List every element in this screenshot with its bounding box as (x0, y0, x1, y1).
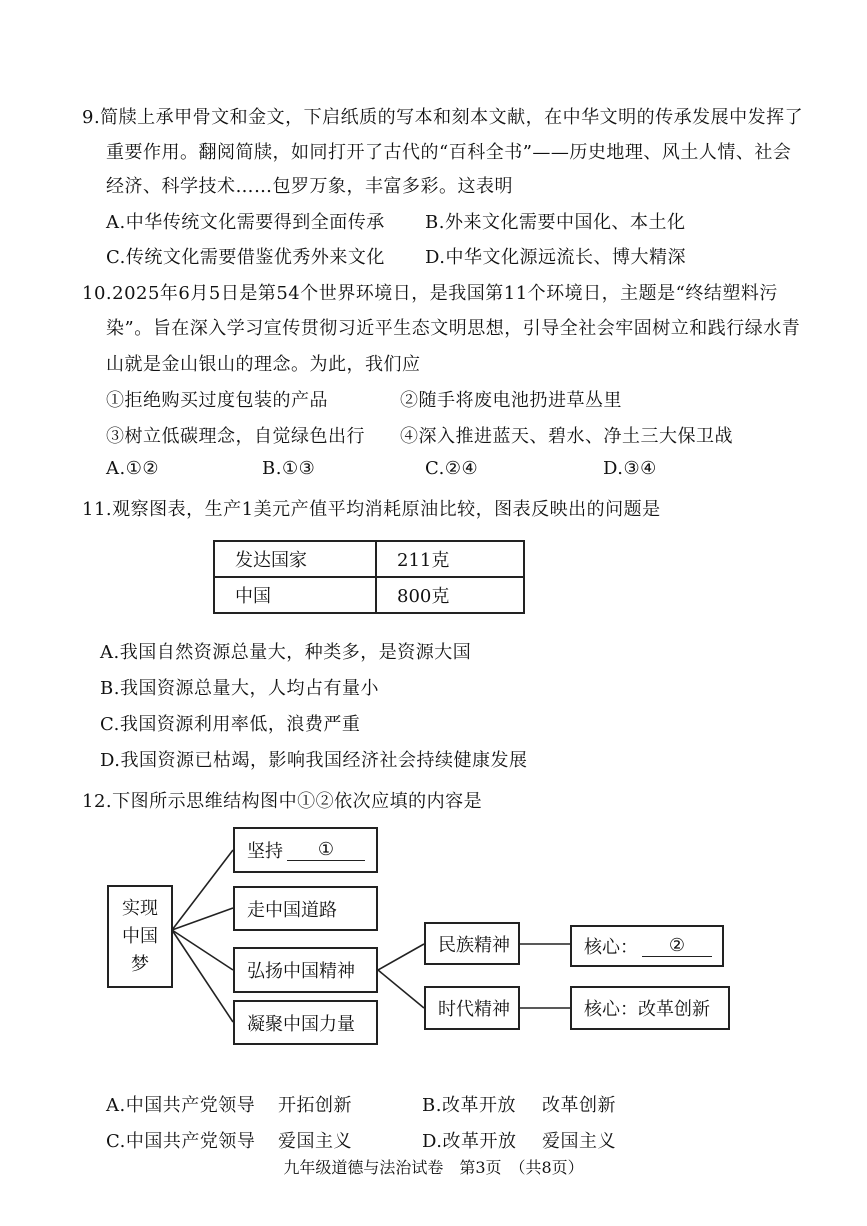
mindmap-core-1 (570, 925, 724, 967)
branch-4-label: 凝聚中国力量 (247, 1013, 355, 1035)
table-cell: 211克 (376, 541, 524, 577)
q10-stem-line2: 染”。旨在深入学习宣传贯彻习近平生态文明思想，引导全社会牢固树立和践行绿水青 (106, 318, 801, 339)
q10-option-d: D.③④ (603, 458, 657, 479)
option-d-part1: D.改革开放 (422, 1131, 517, 1152)
mindmap-sub-2 (424, 986, 520, 1030)
q12-stem: 12.下图所示思维结构图中①②依次应填的内容是 (82, 791, 483, 812)
option-b-part2: 改革创新 (542, 1095, 616, 1116)
q11-option-b: B.我国资源总量大，人均占有量小 (100, 678, 379, 699)
q10-item-2: ②随手将废电池扔进草丛里 (400, 390, 622, 411)
q10-item-4: ④深入推进蓝天、碧水、净土三大保卫战 (400, 426, 733, 447)
branch-3-label: 弘扬中国精神 (247, 961, 355, 982)
connector-line (172, 930, 233, 1022)
sub-2-label: 时代精神 (438, 999, 510, 1020)
q9-option-b: B.外来文化需要中国化、本土化 (425, 212, 686, 233)
q9-option-c: C.传统文化需要借鉴优秀外来文化 (106, 247, 385, 268)
branch-1-prefix: 坚持 (247, 841, 283, 862)
q11-option-c: C.我国资源利用率低，浪费严重 (100, 714, 361, 735)
blank-2: ② (642, 935, 712, 957)
table-cell: 发达国家 (214, 541, 376, 577)
q11-option-a: A.我国自然资源总量大，种类多，是资源大国 (100, 642, 472, 663)
mindmap-root-box (107, 885, 173, 988)
mindmap-branch-4 (233, 1000, 378, 1045)
q9-stem-line1: 9.简牍上承甲骨文和金文，下启纸质的写本和刻本文献，在中华文明的传承发展中发挥了 (82, 107, 804, 128)
q10-item-3: ③树立低碳理念，自觉绿色出行 (106, 426, 365, 447)
q10-option-a: A.①② (106, 458, 159, 479)
table-cell: 中国 (214, 577, 376, 613)
mindmap-sub-1 (424, 922, 520, 965)
q9-stem-line3: 经济、科学技术……包罗万象，丰富多彩。这表明 (106, 176, 513, 197)
q11-option-d: D.我国资源已枯竭，影响我国经济社会持续健康发展 (100, 750, 528, 771)
q9-option-a: A.中华传统文化需要得到全面传承 (106, 212, 385, 233)
root-line2: 中国 (122, 925, 158, 947)
sub-1-label: 民族精神 (438, 934, 510, 956)
q10-stem-line1: 10.2025年6月5日是第54个世界环境日，是我国第11个环境日，主题是“终结塑料污 (82, 283, 778, 304)
branch-2-label: 走中国道路 (247, 899, 337, 921)
option-a-part1: A.中国共产党领导 (106, 1095, 256, 1116)
option-d-part2: 爱国主义 (542, 1131, 616, 1152)
mindmap-core-2 (570, 986, 730, 1030)
q11-stem: 11.观察图表，生产1美元产值平均消耗原油比较，图表反映出的问题是 (82, 499, 661, 520)
connector-line (378, 970, 424, 1008)
q9-stem-line2: 重要作用。翻阅简牍，如同打开了古代的“百科全书”——历史地理、风土人情、社会 (106, 142, 792, 163)
page-footer: 九年级道德与法治试卷 第3页 （共8页） (283, 1158, 584, 1177)
q10-stem-line3: 山就是金山银山的理念。为此，我们应 (106, 354, 421, 375)
core-2-label: 核心：改革创新 (584, 999, 710, 1020)
q10-option-c: C.②④ (425, 458, 479, 479)
option-c-part1: C.中国共产党领导 (106, 1131, 256, 1152)
mindmap-branch-3 (233, 947, 378, 993)
option-a-part2: 开拓创新 (278, 1095, 352, 1116)
q12-option-a (106, 1091, 255, 1117)
mindmap-branch-1 (233, 827, 378, 873)
connector-line (172, 850, 233, 930)
q9-option-d: D.中华文化源远流长、博大精深 (425, 247, 687, 268)
core-1-prefix: 核心： (584, 937, 638, 958)
connector-line (172, 930, 233, 970)
mindmap-branch-2 (233, 886, 378, 931)
option-b-part1: B.改革开放 (422, 1095, 516, 1116)
root-line1: 实现 (122, 897, 158, 919)
connector-line (378, 944, 424, 970)
option-c-part2: 爱国主义 (278, 1131, 352, 1152)
blank-1: ① (287, 839, 365, 861)
table-cell: 800克 (376, 577, 524, 613)
q10-item-1: ①拒绝购买过度包装的产品 (106, 390, 328, 411)
q10-option-b: B.①③ (262, 458, 316, 479)
root-line3: 梦 (131, 953, 149, 975)
